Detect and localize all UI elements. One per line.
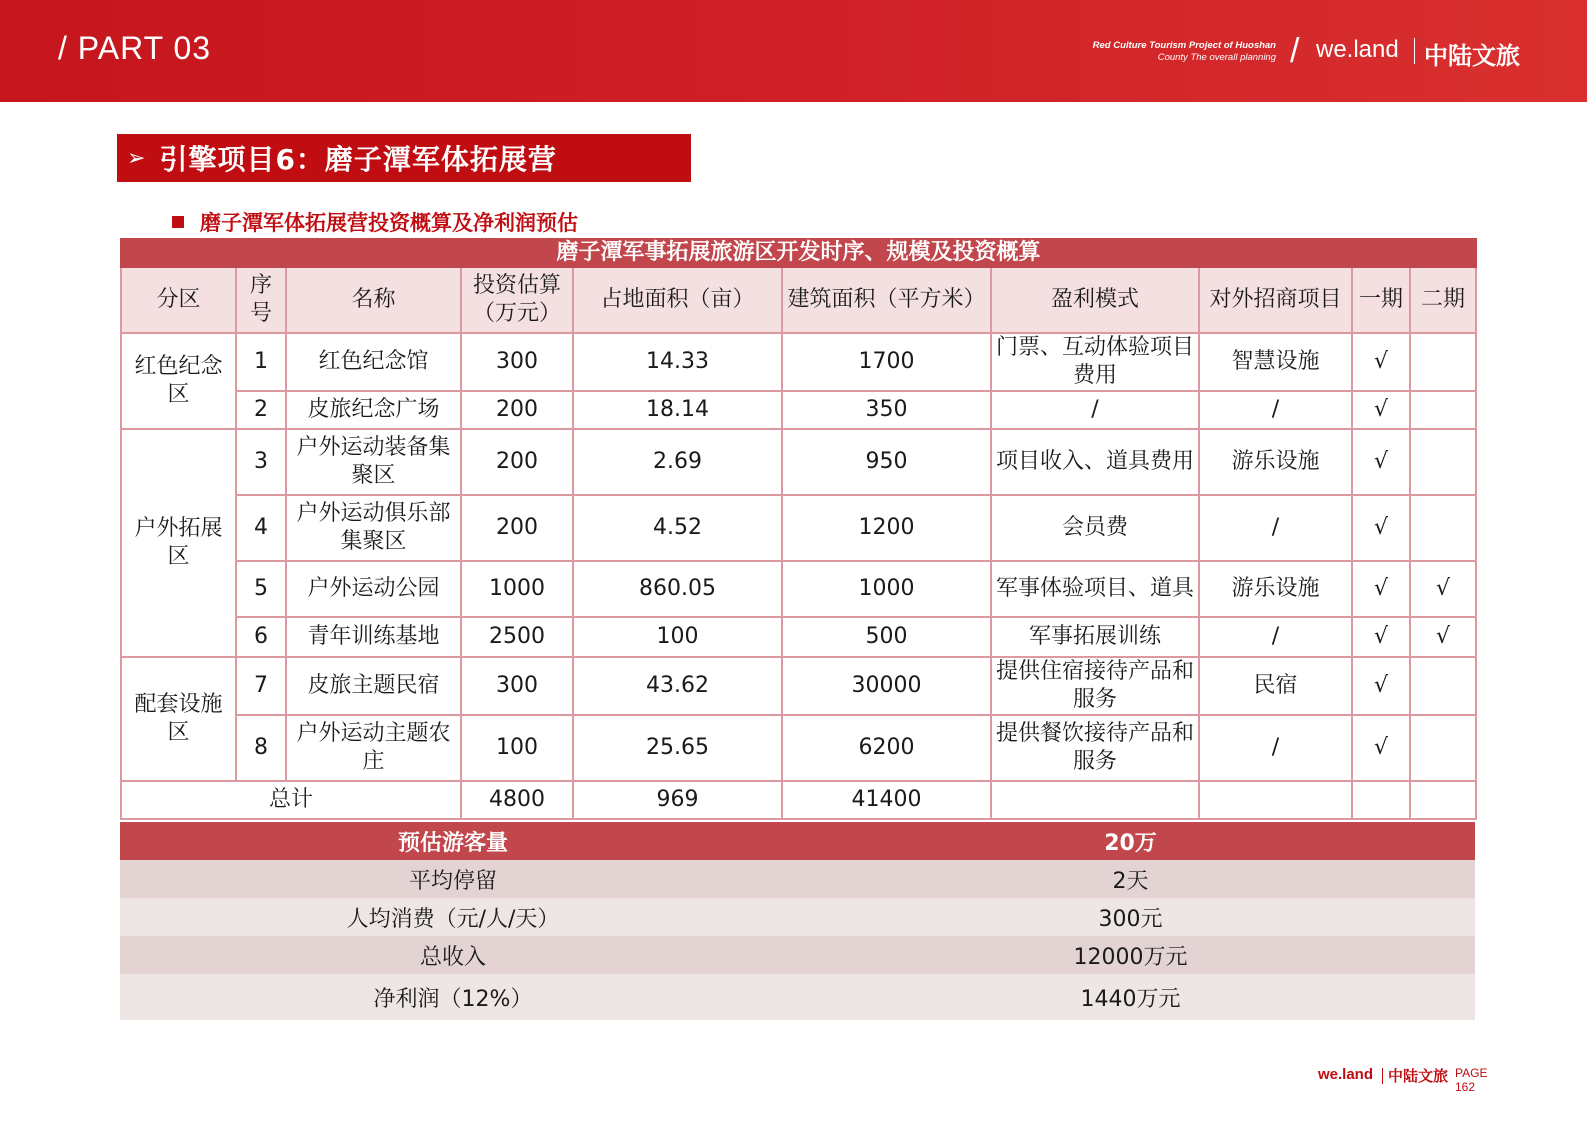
summary-header-row — [120, 822, 1475, 860]
total-row — [121, 781, 1476, 819]
row-number: 8 — [236, 715, 286, 781]
merchant-project: / — [1199, 715, 1352, 781]
total-land-area: 969 — [573, 781, 782, 819]
phase2-check — [1410, 391, 1476, 429]
table-title: 磨子潭军事拓展旅游区开发时序、规模及投资概算 — [121, 239, 1476, 267]
row-number: 6 — [236, 617, 286, 657]
empty-cell — [1410, 781, 1476, 819]
project-name: 皮旅主题民宿 — [286, 657, 461, 715]
phase2-check — [1410, 657, 1476, 715]
building-area: 500 — [782, 617, 991, 657]
profit-model: 提供餐饮接待产品和服务 — [991, 715, 1199, 781]
phase1-check: √ — [1352, 495, 1410, 561]
summary-value: 12000万元 — [786, 936, 1475, 974]
total-investment: 4800 — [461, 781, 573, 819]
phase2-check — [1410, 495, 1476, 561]
footer-logo: we.land — [1318, 1066, 1374, 1083]
phase2-check: √ — [1410, 561, 1476, 617]
page-label: PAGE — [1455, 1066, 1488, 1080]
merchant-project: 智慧设施 — [1199, 333, 1352, 391]
empty-cell — [1352, 781, 1410, 819]
footer-brand-chinese: 中陆文旅 — [1388, 1067, 1449, 1085]
zone-cell: 户外拓展区 — [121, 429, 236, 657]
merchant-project: 游乐设施 — [1199, 429, 1352, 495]
table-row — [121, 561, 1476, 617]
phase1-check: √ — [1352, 429, 1410, 495]
investment-value: 2500 — [461, 617, 573, 657]
brand-divider — [1414, 38, 1415, 64]
brand-english-tagline — [1016, 40, 1276, 64]
page-number-value: 162 — [1455, 1080, 1476, 1094]
building-area: 350 — [782, 391, 991, 429]
investment-value: 1000 — [461, 561, 573, 617]
footer-divider — [1382, 1068, 1383, 1084]
row-number: 7 — [236, 657, 286, 715]
subtitle-text: 磨子潭军体拓展营投资概算及净利润预估 — [200, 211, 578, 235]
summary-value: 300元 — [786, 898, 1475, 936]
section-subtitle — [172, 207, 578, 237]
profit-model: 门票、互动体验项目费用 — [991, 333, 1199, 391]
land-area: 4.52 — [573, 495, 782, 561]
building-area: 1700 — [782, 333, 991, 391]
building-area: 1200 — [782, 495, 991, 561]
row-number: 1 — [236, 333, 286, 391]
profit-model: 项目收入、道具费用 — [991, 429, 1199, 495]
table-row — [121, 617, 1476, 657]
brand-slash: / — [1290, 32, 1300, 70]
summary-label: 净利润（12%） — [120, 974, 786, 1020]
phase1-check: √ — [1352, 561, 1410, 617]
empty-cell — [991, 781, 1199, 819]
table-row — [121, 495, 1476, 561]
header-cell: 建筑面积（平方米） — [782, 267, 991, 333]
arrow-bullet-icon: ➢ — [127, 145, 146, 171]
phase1-check: √ — [1352, 333, 1410, 391]
empty-cell — [1199, 781, 1352, 819]
land-area: 43.62 — [573, 657, 782, 715]
table-title-row — [121, 239, 1476, 267]
summary-label: 人均消费（元/人/天） — [120, 898, 786, 936]
project-name: 红色纪念馆 — [286, 333, 461, 391]
profit-model: 军事体验项目、道具 — [991, 561, 1199, 617]
header-cell: 盈利模式 — [991, 267, 1199, 333]
building-area: 30000 — [782, 657, 991, 715]
brand-tagline-line1: Red Culture Tourism Project of Huoshan — [1092, 40, 1276, 51]
investment-value: 300 — [461, 333, 573, 391]
row-number: 3 — [236, 429, 286, 495]
land-area: 14.33 — [573, 333, 782, 391]
header-cell: 名称 — [286, 267, 461, 333]
profit-model: 军事拓展训练 — [991, 617, 1199, 657]
phase1-check: √ — [1352, 391, 1410, 429]
header-cell: 对外招商项目 — [1199, 267, 1352, 333]
revenue-summary-table — [120, 822, 1475, 1020]
phase2-check: √ — [1410, 617, 1476, 657]
header-cell: 投资估算（万元） — [461, 267, 573, 333]
project-name: 皮旅纪念广场 — [286, 391, 461, 429]
building-area: 6200 — [782, 715, 991, 781]
phase1-check: √ — [1352, 715, 1410, 781]
table-row — [121, 333, 1476, 391]
table-header-row — [121, 267, 1476, 333]
page-number — [1455, 1066, 1487, 1094]
summary-value: 1440万元 — [786, 974, 1475, 1020]
summary-label: 平均停留 — [120, 860, 786, 898]
profit-model: / — [991, 391, 1199, 429]
header-cell: 占地面积（亩） — [573, 267, 782, 333]
project-name: 户外运动公园 — [286, 561, 461, 617]
investment-table — [120, 238, 1477, 820]
summary-row — [120, 860, 1475, 898]
brand-logo: we.land — [1316, 36, 1399, 63]
phase1-check: √ — [1352, 657, 1410, 715]
row-number: 5 — [236, 561, 286, 617]
part-label: / PART 03 — [58, 30, 212, 66]
summary-row — [120, 974, 1475, 1020]
summary-label: 预估游客量 — [120, 822, 786, 860]
merchant-project: 游乐设施 — [1199, 561, 1352, 617]
land-area: 18.14 — [573, 391, 782, 429]
total-label: 总计 — [121, 781, 461, 819]
land-area: 860.05 — [573, 561, 782, 617]
row-number: 4 — [236, 495, 286, 561]
table-row — [121, 657, 1476, 715]
square-bullet-icon — [172, 216, 184, 228]
section-title-banner — [117, 134, 691, 182]
zone-cell: 配套设施区 — [121, 657, 236, 781]
project-name: 户外运动俱乐部集聚区 — [286, 495, 461, 561]
table-row — [121, 391, 1476, 429]
building-area: 950 — [782, 429, 991, 495]
project-name: 户外运动装备集聚区 — [286, 429, 461, 495]
investment-value: 300 — [461, 657, 573, 715]
section-title: 引擎项目6：磨子潭军体拓展营 — [159, 143, 557, 176]
header-bar — [0, 0, 1587, 102]
summary-value: 2天 — [786, 860, 1475, 898]
zone-cell: 红色纪念区 — [121, 333, 236, 429]
total-building-area: 41400 — [782, 781, 991, 819]
phase2-check — [1410, 333, 1476, 391]
investment-value: 200 — [461, 495, 573, 561]
summary-value: 20万 — [786, 822, 1475, 860]
summary-row — [120, 936, 1475, 974]
profit-model: 会员费 — [991, 495, 1199, 561]
investment-value: 200 — [461, 429, 573, 495]
header-cell: 一期 — [1352, 267, 1410, 333]
header-cell: 二期 — [1410, 267, 1476, 333]
building-area: 1000 — [782, 561, 991, 617]
summary-label: 总收入 — [120, 936, 786, 974]
land-area: 25.65 — [573, 715, 782, 781]
row-number: 2 — [236, 391, 286, 429]
header-cell: 序号 — [236, 267, 286, 333]
land-area: 2.69 — [573, 429, 782, 495]
investment-value: 200 — [461, 391, 573, 429]
brand-tagline-line2: County The overall planning — [1157, 52, 1276, 63]
phase2-check — [1410, 429, 1476, 495]
brand-chinese-name: 中陆文旅 — [1424, 42, 1520, 70]
header-cell: 分区 — [121, 267, 236, 333]
project-name: 青年训练基地 — [286, 617, 461, 657]
merchant-project: / — [1199, 617, 1352, 657]
table-row — [121, 429, 1476, 495]
phase1-check: √ — [1352, 617, 1410, 657]
summary-row — [120, 898, 1475, 936]
merchant-project: / — [1199, 391, 1352, 429]
investment-value: 100 — [461, 715, 573, 781]
project-name: 户外运动主题农庄 — [286, 715, 461, 781]
merchant-project: 民宿 — [1199, 657, 1352, 715]
phase2-check — [1410, 715, 1476, 781]
profit-model: 提供住宿接待产品和服务 — [991, 657, 1199, 715]
land-area: 100 — [573, 617, 782, 657]
merchant-project: / — [1199, 495, 1352, 561]
table-row — [121, 715, 1476, 781]
